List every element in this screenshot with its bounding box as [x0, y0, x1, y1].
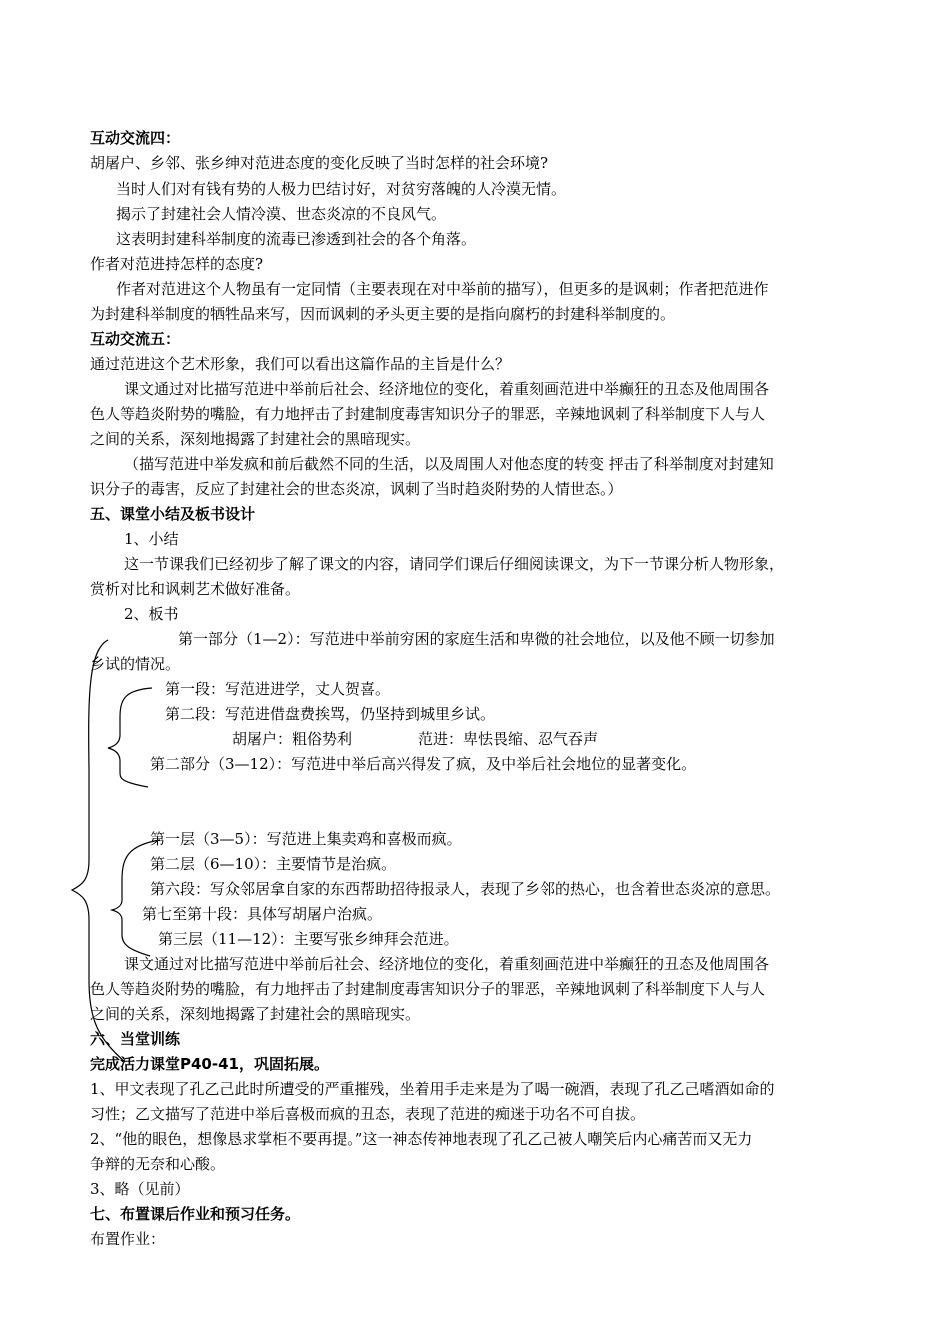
board-part1-line-1: 第一部分（1—2）：写范进中举前穷困的家庭生活和卑微的社会地位，以及他不顾一切参加: [178, 630, 775, 648]
answer-4-line-3: 这表明封建科举制度的流毒已渗透到社会的各个角落。: [116, 230, 477, 248]
answer-4-line-1: 当时人们对有钱有势的人极力巴结讨好，对贫穷落魄的人冷漠无情。: [116, 180, 567, 198]
part1-brace: [108, 688, 152, 787]
board-layer-1: 第一层（3—5）：写范进上集卖鸡和喜极而疯。: [150, 830, 462, 848]
board-summary-line-1: 课文通过对比描写范进中举前后社会、经济地位的变化，着重刻画范进中举癫狂的丑态及他周围各: [124, 955, 770, 973]
answer-5-line-1: 课文通过对比描写范进中举前后社会、经济地位的变化，着重刻画范进中举癫狂的丑态及他周围各: [124, 380, 770, 398]
heading-exchange-4: 互动交流四：: [90, 129, 181, 147]
board-layer-2: 第二层（6—10）：主要情节是治疯。: [150, 855, 397, 873]
board-layer-3: 第三层（11—12）：主要写张乡绅拜会范进。: [158, 930, 459, 948]
homework-label: 布置作业：: [90, 1230, 166, 1248]
board-para-7-10: 第七至第十段：具体写胡屠户治疯。: [142, 905, 383, 923]
summary-line-1: 这一节课我们已经初步了解了课文的内容，请同学们课后仔细阅读课文，为下一节课分析人物形象，: [124, 555, 785, 573]
training-2-line-1: 2、“他的眼色，想像恳求掌柜不要再提。”这一神态传神地表现了孔乙己被人嘲笑后内心痛苦而又无力: [90, 1130, 753, 1148]
board-label: 2、板书: [124, 605, 179, 623]
board-para-2: 第二段：写范进借盘费挨骂，仍坚持到城里乡试。: [165, 705, 496, 723]
summary-line-2: 赏析对比和讽刺艺术做好准备。: [90, 580, 301, 598]
board-part1-line-2: 乡试的情况。: [90, 655, 181, 673]
answer-5-line-2: 色人等趋炎附势的嘴脸，有力地抨击了封建制度毒害知识分子的罪恶，辛辣地讽刺了科举制度下人与人: [90, 405, 766, 423]
training-1-line-2: 习性；乙文描写了范进中举后喜极而疯的丑态，表现了范进的痴迷于功名不可自拔。: [90, 1105, 646, 1123]
heading-exchange-5: 互动交流五：: [90, 330, 181, 348]
board-para-6: 第六段：写众邻居拿自家的东西帮助招待报录人，表现了乡邻的热心，也含着世态炎凉的意思。: [150, 880, 781, 898]
board-para-1: 第一段：写范进进学，丈人贺喜。: [165, 680, 391, 698]
board-hu-tuhu: 胡屠户：粗俗势利: [232, 730, 353, 748]
section-7-heading: 七、布置课后作业和预习任务。: [90, 1205, 301, 1223]
board-summary-line-2: 色人等趋炎附势的嘴脸，有力地抨击了封建制度毒害知识分子的罪恶，辛辣地讽刺了科举制度下人与人: [90, 980, 766, 998]
answer-5-line-3: 之间的关系，深刻地揭露了封建社会的黑暗现实。: [90, 430, 421, 448]
answer-5-line-5: 识分子的毒害，反应了封建社会的世态炎凉，讽刺了当时趋炎附势的人情世态。）: [90, 480, 623, 498]
answer-5-line-4: （描写范进中举发疯和前后截然不同的生活，以及周围人对他态度的转变 抨击了科举制度对封建知: [124, 455, 774, 473]
section-6-task: 完成活力课堂P40-41，巩固拓展。: [90, 1055, 329, 1073]
section-6-heading: 六、当堂训练: [90, 1030, 181, 1048]
answer-4-line-2: 揭示了封建社会人情冷漠、世态炎凉的不良风气。: [116, 205, 447, 223]
board-fan-jin: 范进：卑怯畏缩、忍气吞声: [418, 730, 599, 748]
question-4: 胡屠户、乡邻、张乡绅对范进态度的变化反映了当时怎样的社会环境?: [90, 154, 549, 172]
board-part2: 第二部分（3—12）：写范进中举后高兴得发了疯，及中举后社会地位的显著变化。: [150, 755, 697, 773]
training-1-line-1: 1、甲文表现了孔乙己此时所遭受的严重摧残，坐着用手走来是为了喝一碗酒，表现了孔乙己嗜酒如命的: [90, 1080, 775, 1098]
question-5: 通过范进这个艺术形象，我们可以看出这篇作品的主旨是什么？: [90, 355, 511, 373]
question-4b: 作者对范进持怎样的态度?: [90, 255, 264, 273]
answer-4b-line-2: 为封建科举制度的牺牲品来写，因而讽刺的矛头更主要的是指向腐朽的封建科举制度的。: [90, 305, 676, 323]
training-2-line-2: 争辩的无奈和心酸。: [90, 1155, 226, 1173]
answer-4b-line-1: 作者对范进这个人物虽有一定同情（主要表现在对中举前的描写），但更多的是讽刺；作者把范进作: [116, 280, 769, 298]
training-3: 3、略（见前）: [90, 1180, 190, 1198]
board-summary-line-3: 之间的关系，深刻地揭露了封建社会的黑暗现实。: [90, 1005, 421, 1023]
summary-label: 1、小结: [124, 530, 179, 548]
section-5-heading: 五、课堂小结及板书设计: [90, 505, 256, 523]
